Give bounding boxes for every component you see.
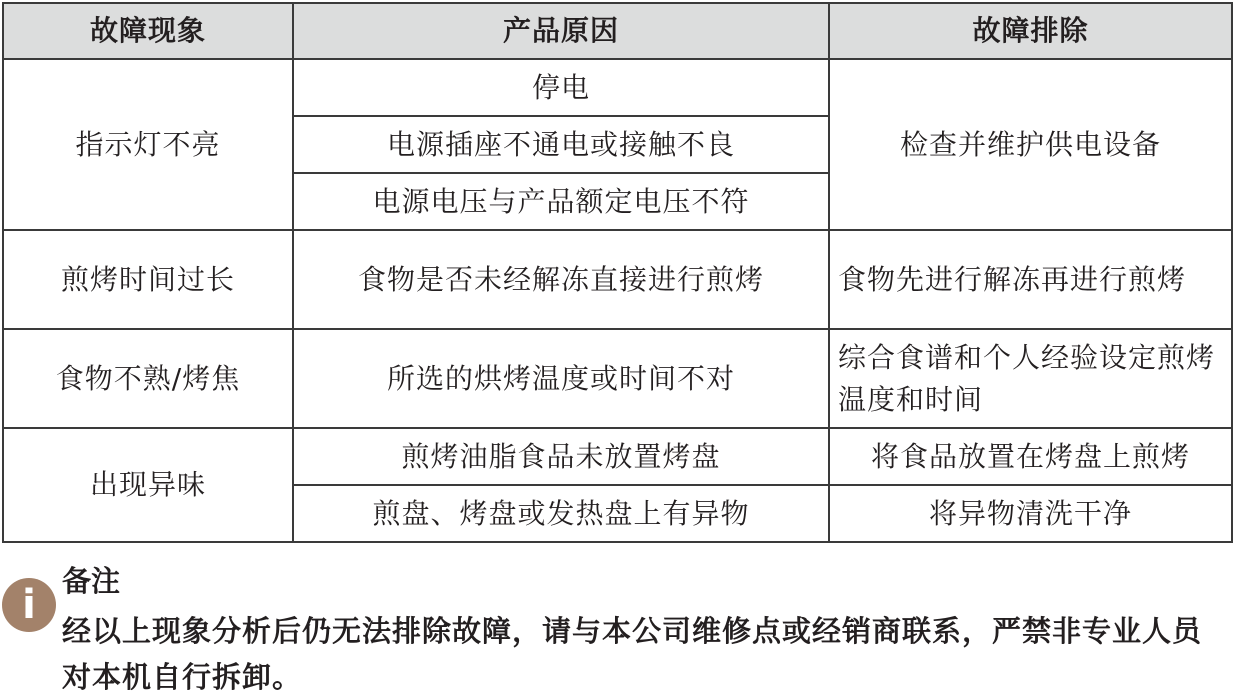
remedy-cell: 将异物清洗干净: [829, 485, 1232, 542]
symptom-cell: 煎烤时间过长: [3, 230, 293, 329]
cause-cell: 煎烤油脂食品未放置烤盘: [293, 428, 829, 485]
cause-cell: 煎盘、烤盘或发热盘上有异物: [293, 485, 829, 542]
table-row: [3, 329, 1232, 428]
troubleshooting-table: [2, 2, 1233, 543]
remedy-cell: 检查并维护供电设备: [829, 59, 1232, 230]
cause-cell: 电源插座不通电或接触不良: [293, 116, 829, 173]
cause-cell: 食物是否未经解冻直接进行煎烤: [293, 230, 829, 329]
cause-cell: 停电: [293, 59, 829, 116]
table-header-row: [3, 3, 1232, 59]
remedy-cell: 将食品放置在烤盘上煎烤: [829, 428, 1232, 485]
cause-cell: 电源电压与产品额定电压不符: [293, 173, 829, 230]
remedy-cell: 综合食谱和个人经验设定煎烤温度和时间: [829, 329, 1232, 428]
symptom-cell: 出现异味: [3, 428, 293, 542]
header-symptom: 故障现象: [3, 3, 293, 59]
header-remedy: 故障排除: [829, 3, 1232, 59]
symptom-cell: 食物不熟/烤焦: [3, 329, 293, 428]
info-icon: i: [2, 578, 56, 632]
symptom-cell: 指示灯不亮: [3, 59, 293, 230]
table-row: [3, 230, 1232, 329]
note-section: [0, 556, 1234, 698]
header-cause: 产品原因: [293, 3, 829, 59]
table-row: [3, 428, 1232, 485]
cause-cell: 所选的烘烤温度或时间不对: [293, 329, 829, 428]
remedy-cell: 食物先进行解冻再进行煎烤: [829, 230, 1232, 329]
table-row: [3, 59, 1232, 116]
note-title: 备注: [62, 564, 121, 598]
note-text: 经以上现象分析后仍无法排除故障，请与本公司维修点或经销商联系，严禁非专业人员对本机自行拆卸。: [62, 614, 1203, 694]
